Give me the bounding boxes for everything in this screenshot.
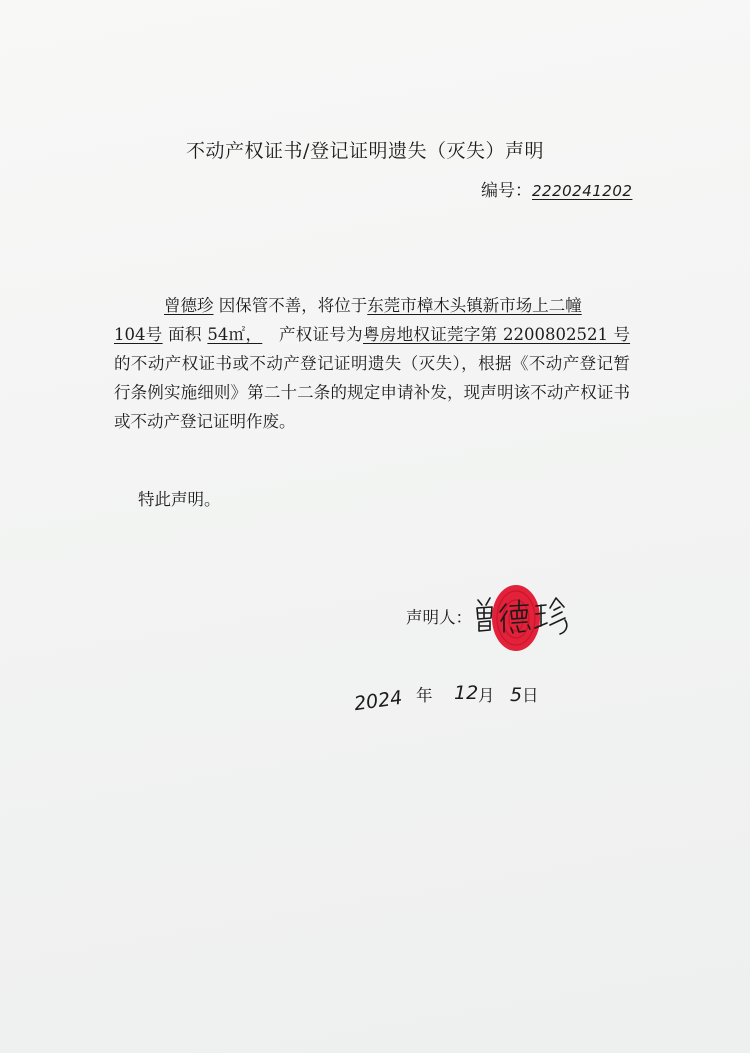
body-text-1: 因保管不善，将位于 <box>218 296 368 315</box>
signer-label: 声明人： <box>406 608 472 627</box>
certificate-number: 粤房地权证莞字第 2200802521 号 <box>362 325 631 344</box>
property-address-line1: 东莞市樟木头镇新市场上二幢 <box>367 296 582 315</box>
signature-with-fingerprint <box>470 578 580 658</box>
date-year: 2024 <box>352 686 404 716</box>
closing-statement: 特此声明。 <box>138 490 221 509</box>
property-area: 54㎡， <box>207 325 263 344</box>
date-day: 5 <box>510 684 523 706</box>
date-day-unit: 日 <box>522 686 539 705</box>
owner-name: 曾德珍 <box>164 296 214 315</box>
date-month-unit: 月 <box>478 686 495 705</box>
date-year-unit: 年 <box>416 686 433 705</box>
declaration-body <box>114 291 630 436</box>
property-address-line2: 104号 <box>114 325 163 344</box>
body-text-3: 产权证号为 <box>278 325 363 344</box>
declaration-date <box>350 676 560 726</box>
date-month: 12 <box>454 682 479 704</box>
document-title: 不动产权证书/登记证明遗失（灭失）声明 <box>186 140 544 162</box>
body-text-2: 面积 <box>168 325 202 344</box>
body-text-4: 的不动产权证书或不动产登记证明遗失（灭失），根据《不动产登记暂行条例实施细则》第二十二条的规定申请补发，现声明该不动产权证书或不动产登记证明作废。 <box>114 354 630 431</box>
number-value: 2220241202 <box>532 182 633 200</box>
document-number <box>481 176 632 201</box>
number-label: 编号： <box>481 181 532 201</box>
